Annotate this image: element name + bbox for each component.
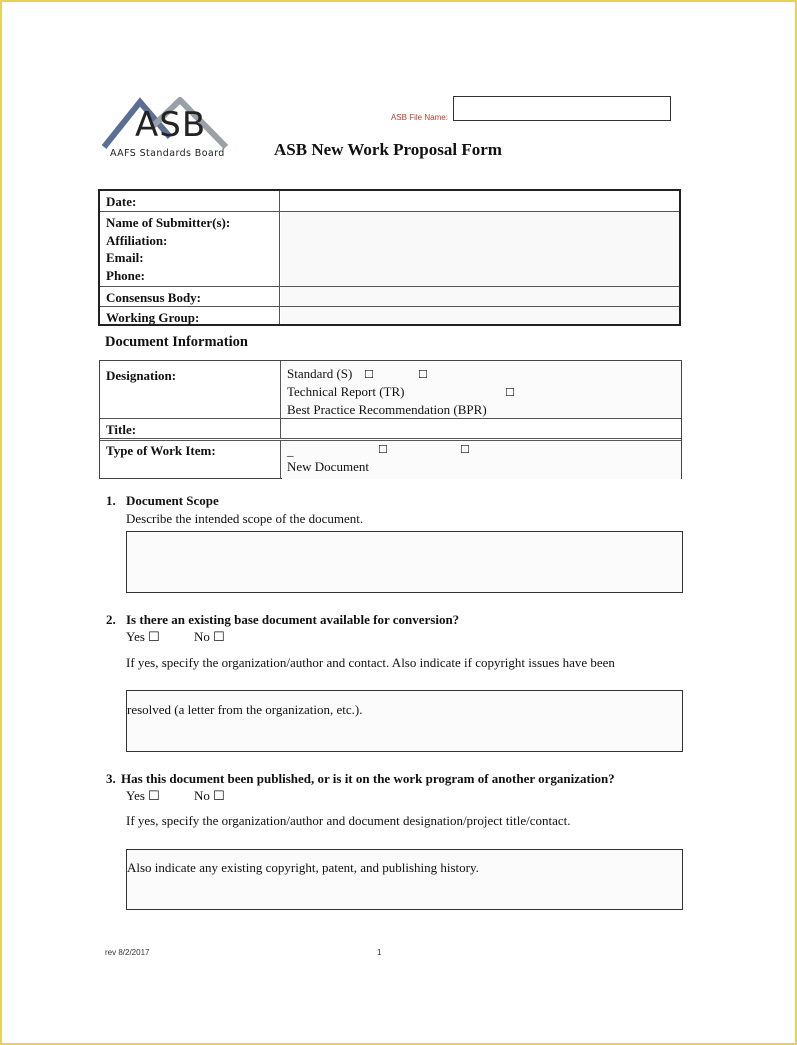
- file-name-label: ASB File Name:: [391, 113, 448, 122]
- document-info-table: [99, 360, 682, 479]
- consensus-label: Consensus Body:: [100, 287, 280, 306]
- q3-title: Has this document been published, or is it on the work program of another organization?: [121, 771, 615, 786]
- standard-option-label: Standard (S): [287, 366, 353, 381]
- date-row: [100, 191, 679, 212]
- date-label: Date:: [100, 191, 280, 211]
- bpr-option-label: Best Practice Recommendation (BPR): [287, 402, 487, 417]
- q3-no-option[interactable]: No ☐: [194, 788, 225, 803]
- page-number: 1: [377, 948, 382, 957]
- q1-answer-box[interactable]: [126, 531, 683, 593]
- type-of-work-options: [282, 441, 681, 479]
- logo-subtitle: AAFS Standards Board: [110, 148, 225, 159]
- q1-title: Document Scope: [126, 493, 219, 508]
- q2-answer-box[interactable]: [126, 690, 683, 752]
- q2-description: If yes, specify the organization/author and contact. Also indicate if copyright issues have been: [126, 655, 615, 670]
- q3-answer-box[interactable]: [126, 849, 683, 910]
- consensus-field[interactable]: [281, 287, 679, 306]
- consensus-row: [100, 287, 679, 307]
- standard-checkbox[interactable]: ☐: [364, 368, 374, 381]
- asb-logo: [102, 97, 232, 163]
- q2-title: Is there an existing base document available for conversion?: [126, 612, 460, 627]
- q2-no-option[interactable]: No ☐: [194, 629, 225, 644]
- email-label: Email:: [106, 250, 144, 265]
- type-of-work-row: [100, 440, 681, 479]
- logo-text: ASB: [135, 105, 207, 145]
- q1-number: 1.: [106, 493, 116, 508]
- q1-description: Describe the intended scope of the document.: [126, 511, 364, 526]
- document-information-heading: Document Information: [105, 334, 248, 350]
- q2-number: 2.: [106, 612, 116, 627]
- date-field[interactable]: [281, 191, 679, 211]
- q2-yes-option[interactable]: Yes ☐: [126, 629, 160, 644]
- technical-report-option-label: Technical Report (TR): [287, 384, 405, 399]
- submitter-field[interactable]: [281, 212, 679, 286]
- q3-yes-option[interactable]: Yes ☐: [126, 788, 160, 803]
- phone-label: Phone:: [106, 267, 145, 283]
- q3-number: 3.: [106, 771, 116, 786]
- dash-mark: _: [287, 443, 294, 458]
- working-group-field[interactable]: [281, 307, 679, 324]
- title-field[interactable]: [282, 419, 681, 438]
- revision-date: rev 8/2/2017: [105, 948, 150, 957]
- technical-report-checkbox[interactable]: ☐: [505, 386, 515, 399]
- working-group-label: Working Group:: [100, 307, 280, 324]
- affiliation-label: Affiliation:: [106, 232, 168, 248]
- name-label: Name of Submitter(s):: [106, 215, 231, 230]
- designation-options: [282, 361, 681, 418]
- file-name-input[interactable]: [453, 96, 671, 121]
- q2-box-text: resolved (a letter from the organization, etc.).: [127, 702, 363, 717]
- submitter-row: [100, 212, 679, 287]
- designation-row: [100, 361, 681, 419]
- new-document-option-label: New Document: [287, 459, 369, 474]
- work-item-checkbox-2[interactable]: ☐: [460, 443, 470, 456]
- type-of-work-label: Type of Work Item:: [100, 441, 281, 479]
- working-group-row: [100, 307, 679, 324]
- submitter-table: [98, 189, 681, 326]
- extra-checkbox[interactable]: ☐: [418, 368, 428, 381]
- q3-box-text: Also indicate any existing copyright, patent, and publishing history.: [127, 860, 479, 875]
- title-label: Title:: [100, 419, 281, 438]
- submitter-label-cell: [100, 212, 280, 286]
- q3-description: If yes, specify the organization/author and document designation/project title/contact.: [126, 813, 571, 828]
- designation-label: Designation:: [100, 361, 281, 418]
- work-item-checkbox-1[interactable]: ☐: [378, 443, 388, 456]
- title-row: [100, 419, 681, 439]
- form-title: ASB New Work Proposal Form: [274, 140, 502, 159]
